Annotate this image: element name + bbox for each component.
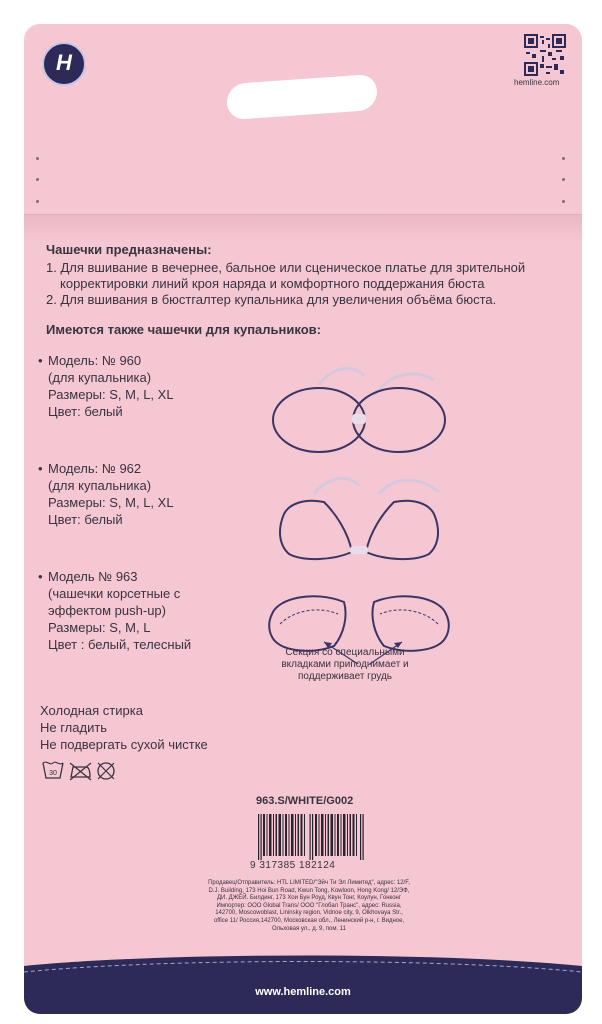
intro-point-1 <box>46 260 525 292</box>
svg-text:30: 30 <box>49 770 57 777</box>
intro-point-1-line-1: 1. Для вшивание в вечернее, бальное или сценическое платье для зрительной <box>46 260 526 275</box>
model-962: • Модель: № 962 (для купальника) Размеры: S, M, L, XL Цвет: белый <box>38 461 174 527</box>
care-line-no-iron: Не гладить <box>40 720 108 735</box>
logo-letter: H <box>56 50 72 75</box>
cup-962-illustration <box>264 454 454 564</box>
qr-caption: hemline.com <box>514 78 560 87</box>
hang-hole <box>227 74 377 120</box>
no-iron-icon <box>70 763 91 780</box>
pin-hole <box>36 157 39 160</box>
footer-url: www.hemline.com <box>255 986 351 998</box>
pin-hole <box>562 178 565 181</box>
wash-30-icon <box>43 762 63 778</box>
cup-960-illustration <box>264 346 454 456</box>
footer-text-area <box>24 942 582 1014</box>
care-symbols <box>42 758 122 782</box>
flap-shadow <box>24 215 582 243</box>
brand-logo <box>42 42 86 86</box>
pin-hole <box>562 200 565 203</box>
pin-hole <box>562 157 565 160</box>
model-960: • Модель: № 960 (для купальника) Размеры: S, M, L, XL Цвет: белый <box>38 353 174 419</box>
model-963: • Модель № 963 (чашечки корсетные с эффектом push-up) Размеры: S, M, L Цвет : белый, телесный <box>38 569 192 652</box>
barcode-digits: 9 317385 182124 <box>250 860 336 871</box>
intro-point-2-line-1: 2. Для вшивания в бюстгалтер купальника для увеличения объёма бюста. <box>46 292 497 307</box>
push-up-callout: Секция со специальными вкладками приподнимает и поддерживает грудь <box>281 647 409 682</box>
care-line-no-dry-clean: Не подвергать сухой чистке <box>40 737 208 752</box>
bullet-icon: • <box>38 461 43 476</box>
no-dry-clean-icon <box>98 763 114 779</box>
section-title: Имеются также чашечки для купальников: <box>46 322 321 337</box>
sku-code: 963.S/WHITE/G002 <box>256 795 354 807</box>
legal-info: Продавец/Отправитель: HTL LIMITED/"Эйч Ти Эл Лимитед", адрес: 12/F, D.J. Building, 173 Hoi Bun Road, Kwun Tong, Kowloon, Hong Kong/ 12/ЭФ, ДИ. ДЖЕЙ. Билдинг, 173 Хои Бун Роуд, Квун Тонг, Коулун, Гонконг Импортер: ООО Global Trans/ ООО "Глобал Транс", адрес: Russia, 142700, Moscowoblast, Lininsky region, Vidnoe city, 9, Olkhovaya Str., office 11/ Россия,142700, Московская обл., Ленинский р-н, г. Видное, Ольховая ул., д. 9, пом. 11 <box>208 880 410 932</box>
bullet-icon: • <box>38 569 43 584</box>
intro-point-2 <box>46 292 496 308</box>
bullet-icon: • <box>38 353 43 368</box>
product-card <box>24 24 582 1014</box>
care-instructions <box>40 702 208 753</box>
pin-hole <box>36 200 39 203</box>
barcode-icon <box>256 814 366 860</box>
qr-code-icon <box>524 34 566 76</box>
pin-hole <box>36 178 39 181</box>
care-line-cold-wash: Холодная стирка <box>40 703 143 718</box>
intro-point-1-line-2: корректировки линий кроя наряда и комфортного поддержания бюста <box>60 276 485 291</box>
intro-title: Чашечки предназначены: <box>46 242 212 257</box>
